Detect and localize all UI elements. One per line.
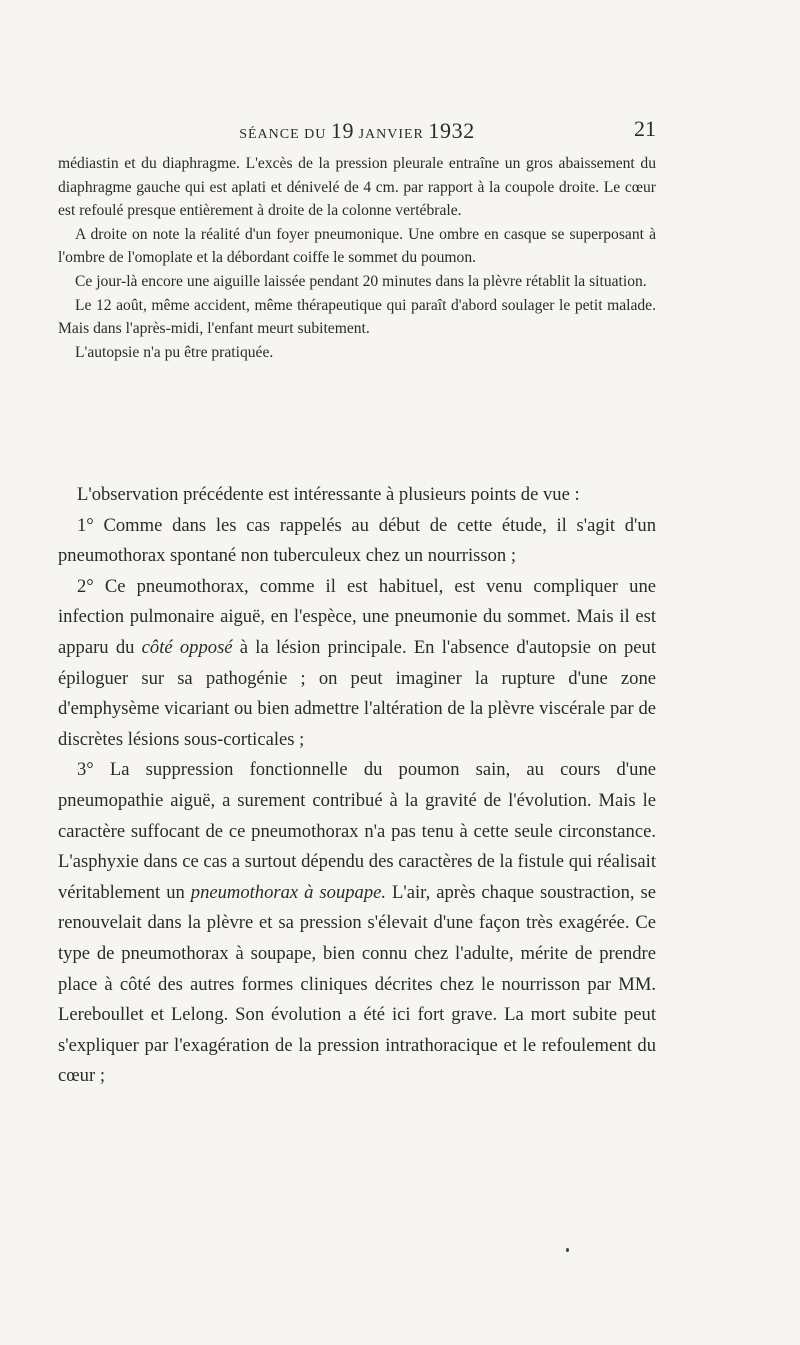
- paragraph: A droite on note la réalité d'un foyer pneumonique. Une ombre en casque se superposant à l'ombre de l'omoplate et la débordant coiffe le sommet du poumon.: [58, 225, 656, 267]
- paragraph: Ce jour-là encore une aiguille laissée pendant 20 minutes dans la plèvre rétablit la situation.: [75, 272, 647, 290]
- paragraph: Le 12 août, même accident, même thérapeutique qui paraît d'abord soulager le petit malade. Mais dans l'après-midi, l'enfant meurt subitement.: [58, 296, 656, 338]
- running-head-day: 19: [330, 118, 355, 143]
- page-number: 21: [634, 116, 656, 141]
- page-header: [58, 116, 656, 146]
- paragraph-continued: médiastin et du diaphragme. L'excès de la pression pleurale entraîne un gros abaissement du diaphragme gauche qui est aplati et dénivelé de 4 cm. par rapport à la coupole droite. Le cœur est refoulé presque entièrement à droite de la colonne vertébrale.: [58, 155, 656, 220]
- running-head: [58, 118, 656, 144]
- discussion-text: [58, 480, 656, 1092]
- paragraph-point-1: 1° Comme dans les cas rappelés au début de cette étude, il s'agit d'un pneumothorax spontané non tuberculeux chez un nourrisson ;: [58, 514, 656, 567]
- running-head-seance: SÉANCE DU: [239, 127, 331, 142]
- text-run: à la lésion principale. En l'absence d'autopsie on peut épiloguer sur sa pathogénie ; on peut imaginer la rupture d'une zone d'emphysème vicariant ou bien admettre l'altération de la plèvre viscérale par de discrètes lésions sous-corticales ;: [58, 636, 657, 750]
- running-head-year: 1932: [428, 118, 475, 143]
- italic-phrase: côté opposé: [141, 636, 233, 658]
- text-run: L'air, après chaque soustraction, se renouvelait dans la plèvre et sa pression s'élevait d'une façon très exagérée. Ce type de pneumothorax à soupape, bien connu chez l'adulte, mérite de prendre place à côté des autres formes cliniques décrites chez le nourrisson par MM. Lereboullet et Lelong. Son évolution a été ici fort grave. La mort subite peut s'expliquer par l'exagération de la pression intrathoracique et le refoulement du cœur ;: [58, 881, 656, 1087]
- paragraph-intro: L'observation précédente est intéressante à plusieurs points de vue :: [77, 484, 580, 505]
- paragraph: L'autopsie n'a pu être pratiquée.: [75, 343, 274, 361]
- case-report-text: [58, 152, 656, 364]
- paragraph-point-2: [58, 572, 656, 756]
- print-speck: [566, 1248, 569, 1252]
- running-head-month: JANVIER: [354, 127, 429, 142]
- text-run: 2° Ce pneumothorax, comme il est habituel, est venu compliquer une infection pulmonaire aiguë, en l'espèce, une pneumonie du sommet. Mais il est apparu du: [58, 575, 656, 658]
- italic-phrase: pneumothorax à soupape.: [190, 881, 387, 903]
- paragraph-point-3: [58, 755, 656, 1092]
- text-run: 3° La suppression fonctionnelle du poumon sain, au cours d'une pneumopathie aiguë, a surement contribué à la gravité de l'évolution. Mais le caractère suffocant de ce pneumothorax n'a pas tenu à cette seule circonstance. L'asphyxie dans ce cas a surtout dépendu des caractères de la fistule qui réalisait véritablement un: [58, 759, 656, 903]
